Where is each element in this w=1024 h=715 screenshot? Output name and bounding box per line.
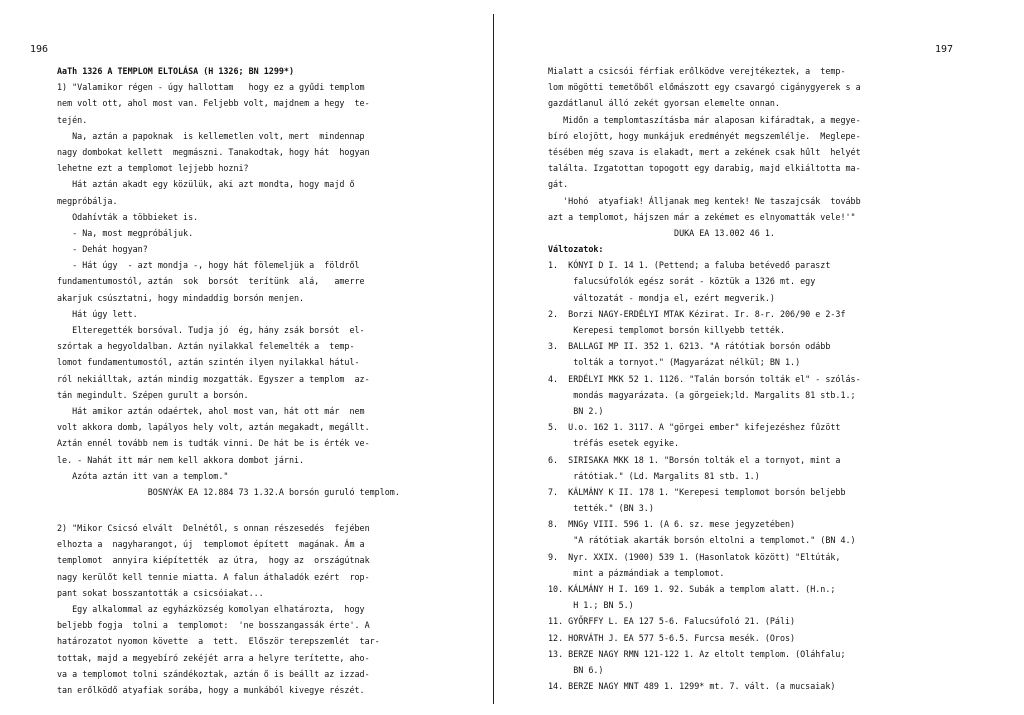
paragraph-gap bbox=[57, 500, 463, 520]
right-page-text bbox=[548, 63, 952, 694]
text-line: ról nekiálltak, aztán mindig mozgatták. Egyszer a templom az- bbox=[57, 373, 370, 384]
text-line: - Hát úgy - azt mondja -, hogy hát fölemeljük a földről bbox=[57, 260, 360, 271]
text-line: Hát úgy lett. bbox=[57, 308, 138, 319]
text-line: elhozta a nagyharangot, új templomot épített magának. Ám a bbox=[57, 539, 365, 550]
text-line: Hát amikor aztán odaértek, ahol most van, hát ott már nem bbox=[57, 405, 365, 416]
text-line: akarjuk csúsztatni, hogy mindaddig borsón menjen. bbox=[57, 292, 305, 303]
text-line: 2) "Mikor Csicsó elvált Delnétől, s onnan részesedés fejében bbox=[57, 523, 370, 534]
variant-line: falucsúfolók egész sorát - köztük a 1326 mt. egy bbox=[548, 276, 816, 287]
text-line: tottak, majd a megyebíró zekéjét arra a helyre terítette, aho- bbox=[57, 652, 370, 663]
tale-text-continued bbox=[548, 63, 952, 241]
text-line: megpróbálja. bbox=[57, 195, 118, 206]
variant-line: változatát - mondja el, ezért megverik.) bbox=[548, 292, 775, 303]
variant-line: BN 6.) bbox=[548, 664, 604, 675]
text-line: 'Hohó atyafiak! Álljanak meg kentek! Ne taszajcsák tovább bbox=[548, 195, 861, 206]
text-line: határozatot nyomon követte a tett. Először terepszemlét tar- bbox=[57, 636, 380, 647]
variant-line: 11. GYŐRFFY L. EA 127 5-6. Falucsúfoló 21. (Páli) bbox=[548, 616, 796, 627]
tale-heading: AaTh 1326 A TEMPLOM ELTOLÁSA (H 1326; BN 1299*) bbox=[57, 66, 294, 76]
left-page-number: 196 bbox=[30, 44, 49, 55]
text-line: fundamentumostól, aztán sok borsót terítünk alá, amerre bbox=[57, 276, 365, 287]
variant-line: 12. HORVÁTH J. EA 577 5-6.5. Furcsa mesék. (Oros) bbox=[548, 632, 796, 643]
text-line: le. - Nahát itt már nem kell akkora dombot járni. bbox=[57, 454, 305, 465]
variants-list bbox=[548, 257, 952, 694]
text-line: tején. bbox=[57, 114, 88, 125]
text-line: tán megindult. Szépen gurult a borsón. bbox=[57, 389, 249, 400]
text-line: Hát aztán akadt egy közülük, aki azt mondta, hogy majd ő bbox=[57, 179, 355, 190]
text-line: volt akkora domb, lapályos hely volt, aztán megakadt, megállt. bbox=[57, 422, 370, 433]
variant-line: 5. U.o. 162 1. 3117. A "görgei ember" kifejezéshez fűzött bbox=[548, 422, 841, 433]
text-line: Na, aztán a papoknak is kellemetlen volt, mert mindennap bbox=[57, 130, 365, 141]
variant-line: mint a pázmándiak a templomot. bbox=[548, 567, 725, 578]
text-line: gát. bbox=[548, 179, 569, 190]
variant-line: Kerepesi templomot borsón killyebb tették. bbox=[548, 325, 785, 335]
text-line: gazdátlanul álló zekét gyorsan elemelte onnan. bbox=[548, 98, 780, 109]
text-line: azt a templomot, hájszen már a zekémet es elnyomatták vele!'" bbox=[548, 211, 856, 222]
text-line: bíró elojött, hogy munkájuk eredményét megszemlélje. Meglepe- bbox=[548, 130, 861, 141]
text-line: tan erőlködő atyafiak sorába, hogy a munkából kivegye részét. bbox=[57, 684, 365, 695]
variant-line: H 1.; BN 5.) bbox=[548, 600, 634, 611]
variant-line: tréfás esetek egyike. bbox=[548, 438, 680, 449]
variant-line: rátótiak." (Ld. Margalits 81 stb. 1.) bbox=[548, 470, 760, 481]
variants-heading: Változatok: bbox=[548, 244, 604, 255]
right-page-number: 197 bbox=[935, 44, 954, 55]
text-line: lom mögötti temetőből előmászott egy csavargó cigánygyerek s a bbox=[548, 82, 861, 93]
text-line: va a templomot tolni szándékoztak, aztán ő is beállt az izzad- bbox=[57, 668, 370, 679]
text-line: találta. Izgatottan topogott egy darabig, majd elkiáltotta ma- bbox=[548, 163, 861, 174]
tale-text-2 bbox=[57, 520, 463, 698]
text-line: - Dehát hogyan? bbox=[57, 244, 148, 255]
text-line: nagy kerülőt kell tennie miatta. A falun áthaladók ezért rop- bbox=[57, 571, 370, 582]
variant-line: BN 2.) bbox=[548, 405, 604, 416]
text-line: pant sokat bosszantották a csicsóiakat... bbox=[57, 587, 264, 598]
text-line: lehetne ezt a templomot lejjebb hozni? bbox=[57, 163, 249, 174]
text-line: lomot fundamentumostól, aztán szintén ilyen nyilakkal hátul- bbox=[57, 357, 360, 368]
book-spine-divider bbox=[493, 14, 494, 704]
variant-line: 4. ERDÉLYI MKK 52 1. 1126. "Talán borsón tolták el" - szólás- bbox=[548, 373, 861, 384]
variant-line: "A rátótiak akarták borsón eltolni a templomot." (BN 4.) bbox=[548, 535, 856, 546]
text-line: beljebb fogja tolni a templomot: 'ne bosszangassák érte'. A bbox=[57, 620, 370, 631]
text-line: templomot annyira kiépítették az útra, hogy az országútnak bbox=[57, 555, 370, 566]
text-line: BOSNYÁK EA 12.884 73 1.32.A borsón guruló templom. bbox=[57, 486, 400, 497]
variant-line: tették." (BN 3.) bbox=[548, 503, 654, 514]
variant-line: 3. BALLAGI MP II. 352 1. 6213. "A rátótiak borsón odább bbox=[548, 341, 831, 352]
text-line: nagy dombokat kellett megmászni. Tanakodtak, hogy hát hogyan bbox=[57, 146, 370, 157]
text-line: Aztán ennél tovább nem is tudták vinni. De hát be is érték ve- bbox=[57, 438, 370, 449]
variant-line: 13. BERZE NAGY RMN 121-122 1. Az eltolt templom. (Oláhfalu; bbox=[548, 648, 846, 659]
variant-line: 1. KÓNYI D I. 14 1. (Pettend; a faluba betévedő paraszt bbox=[548, 260, 831, 271]
variant-line: 10. KÁLMÁNY H I. 169 1. 92. Subák a templom alatt. (H.n.; bbox=[548, 584, 836, 594]
variant-line: 7. KÁLMÁNY K II. 178 1. "Kerepesi templomot borsón beljebb bbox=[548, 486, 846, 497]
text-line: szórtak a hegyoldalban. Aztán nyilakkal felemelték a temp- bbox=[57, 341, 355, 352]
text-line: 1) "Valamikor régen - úgy hallottam hogy ez a gyűdi templom bbox=[57, 82, 365, 93]
left-page-text bbox=[57, 63, 463, 698]
variant-line: 14. BERZE NAGY MNT 489 1. 1299* mt. 7. vált. (a mucsaiak) bbox=[548, 681, 836, 692]
text-line: DUKA EA 13.002 46 1. bbox=[548, 227, 775, 238]
variant-line: 9. Nyr. XXIX. (1900) 539 1. (Hasonlatok között) "Eltúták, bbox=[548, 551, 841, 562]
text-line: nem volt ott, ahol most van. Feljebb volt, majdnem a hegy te- bbox=[57, 98, 370, 109]
variant-line: tolták a tornyot." (Magyarázat nélkül; BN 1.) bbox=[548, 357, 801, 368]
variant-line: 2. Borzi NAGY-ERDÉLYI MTAK Kézirat. Ir. 8-r. 206/90 e 2-3f bbox=[548, 308, 846, 319]
variant-line: 6. SIRISAKA MKK 18 1. "Borsón tolták el a tornyot, mint a bbox=[548, 454, 841, 465]
variant-line: 8. MNGy VIII. 596 1. (A 6. sz. mese jegyzetében) bbox=[548, 519, 796, 530]
text-line: Odahívták a többieket is. bbox=[57, 211, 199, 222]
text-line: Azóta aztán itt van a templom." bbox=[57, 470, 229, 481]
text-line: Egy alkalommal az egyházközség komolyan elhatározta, hogy bbox=[57, 604, 365, 614]
text-line: tésében még szava is elakadt, mert a zekének csak hűlt helyét bbox=[548, 146, 861, 157]
tale-text-1 bbox=[57, 79, 463, 500]
text-line: Mialatt a csicsói férfiak erőlködve verejtékeztek, a temp- bbox=[548, 66, 846, 76]
text-line: Midőn a templomtaszításba már alaposan kifáradtak, a megye- bbox=[548, 114, 861, 125]
text-line: Elteregették borsóval. Tudja jó ég, hány zsák borsót el- bbox=[57, 325, 365, 335]
text-line: - Na, most megpróbáljuk. bbox=[57, 227, 194, 238]
variant-line: mondás magyarázata. (a görgeiek;ld. Margalits 81 stb.1.; bbox=[548, 389, 856, 400]
